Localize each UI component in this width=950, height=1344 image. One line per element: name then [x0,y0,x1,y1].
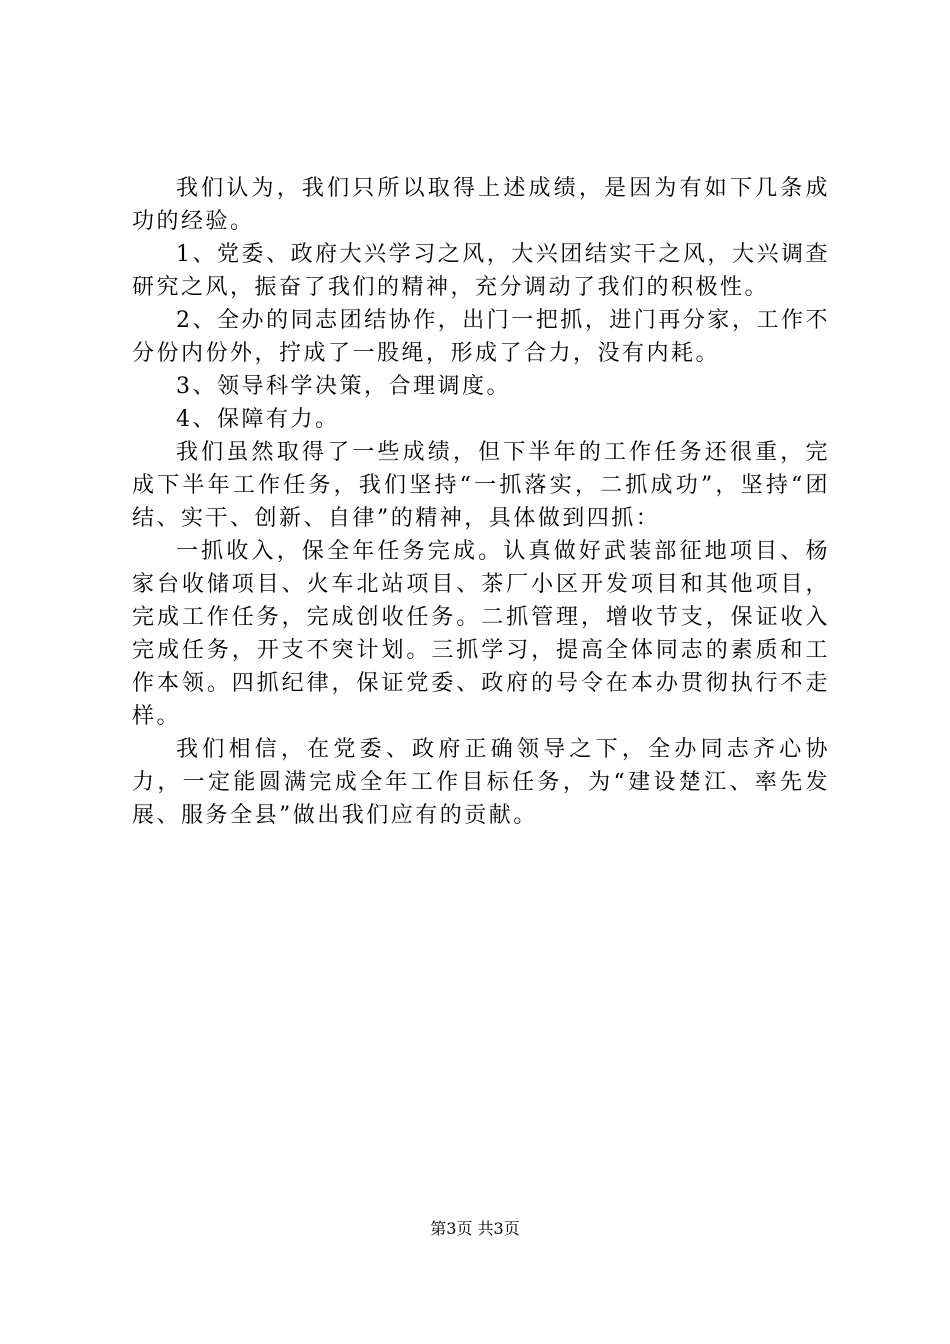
paragraph-experience-2: 2、全办的同志团结协作，出门一把抓，进门再分家，工作不分份内份外，拧成了一股绳，形成了合力，没有内耗。 [132,308,830,366]
paragraph-experience-intro: 我们认为，我们只所以取得上述成绩，是因为有如下几条成功的经验。 [132,176,830,234]
paragraph-second-half-plan: 我们虽然取得了一些成绩，但下半年的工作任务还很重，完成下半年工作任务，我们坚持“一抓落实，二抓成功”，坚持“团结、实干、创新、自律”的精神，具体做到四抓： [132,440,830,531]
paragraph-experience-3: 3、领导科学决策，合理调度。 [176,374,511,399]
paragraph-experience-1: 1、党委、政府大兴学习之风，大兴团结实干之风，大兴调查研究之风，振奋了我们的精神，充分调动了我们的积极性。 [132,242,830,300]
paragraph-conclusion: 我们相信，在党委、政府正确领导之下，全办同志齐心协力，一定能圆满完成全年工作目标任务，为“建设楚江、率先发展、服务全县”做出我们应有的贡献。 [132,737,830,828]
paragraph-experience-4: 4、保障有力。 [176,407,340,432]
paragraph-four-tasks: 一抓收入，保全年任务完成。认真做好武装部征地项目、杨家台收储项目、火车北站项目、茶厂小区开发项目和其他项目，完成工作任务，完成创收任务。二抓管理，增收节支，保证收入完成任务，开支不突计划。三抓学习，提高全体同志的素质和工作本领。四抓纪律，保证党委、政府的号令在本办贯彻执行不走样。 [132,539,830,729]
page-number-footer: 第3页 共3页 [430,1219,520,1238]
document-body [132,172,830,832]
